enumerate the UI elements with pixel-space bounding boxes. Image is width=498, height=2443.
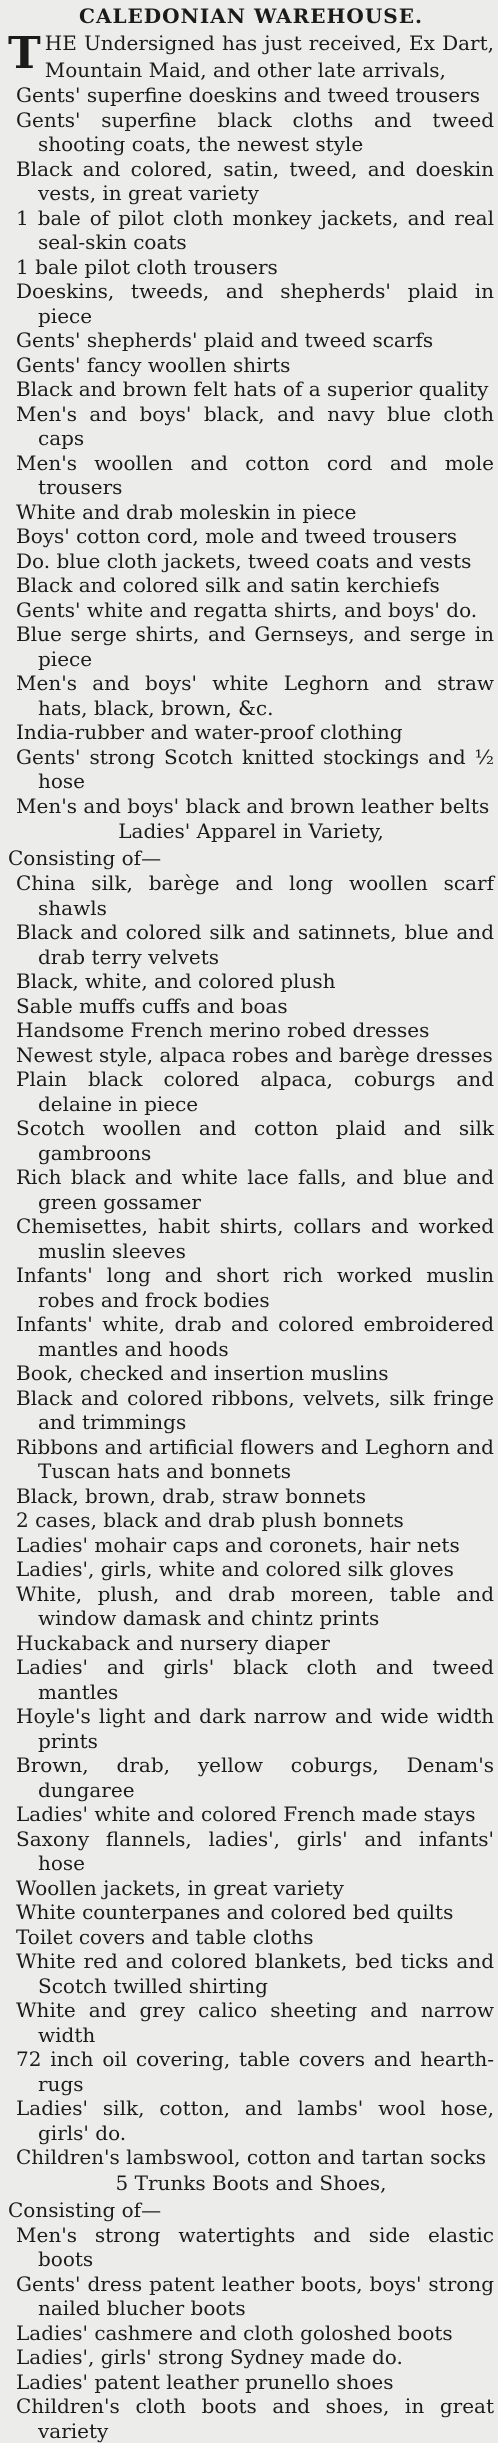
list-item: Do. blue cloth jackets, tweed coats and vests bbox=[8, 549, 494, 574]
list-item: Ribbons and artificial flowers and Leghorn and Tuscan hats and bonnets bbox=[8, 1435, 494, 1484]
drop-cap: T bbox=[8, 32, 41, 76]
list-item: Black, brown, drab, straw bonnets bbox=[8, 1484, 494, 1509]
list-item: Woollen jackets, in great variety bbox=[8, 1876, 494, 1901]
list-item: Men's and boys' black, and navy blue cloth caps bbox=[8, 402, 494, 451]
list-item: Ladies', girls, white and colored silk gloves bbox=[8, 1557, 494, 1582]
list-item: Chemisettes, habit shirts, collars and worked muslin sleeves bbox=[8, 1214, 494, 1263]
list-item: Gents' superfine black cloths and tweed shooting coats, the newest style bbox=[8, 108, 494, 157]
list-item: Boys' cotton cord, mole and tweed trousers bbox=[8, 524, 494, 549]
list-item: Saxony flannels, ladies', girls' and infants' hose bbox=[8, 1827, 494, 1876]
list-item: Infants' long and short rich worked muslin robes and frock bodies bbox=[8, 1263, 494, 1312]
list-item: Handsome French merino robed dresses bbox=[8, 1018, 494, 1043]
list-item: Ladies', girls' strong Sydney made do. bbox=[8, 2345, 494, 2370]
list-item: Book, checked and insertion muslins bbox=[8, 1361, 494, 1386]
list-item: Infants' white, drab and colored embroidered mantles and hoods bbox=[8, 1312, 494, 1361]
list-item: Rich black and white lace falls, and blue and green gossamer bbox=[8, 1165, 494, 1214]
list-item: China silk, barège and long woollen scarf shawls bbox=[8, 871, 494, 920]
list-item: Black and colored silk and satinnets, blue and drab terry velvets bbox=[8, 920, 494, 969]
list-item: Plain black colored alpaca, coburgs and delaine in piece bbox=[8, 1067, 494, 1116]
list-item: Sable muffs cuffs and boas bbox=[8, 994, 494, 1019]
list-item: India-rubber and water-proof clothing bbox=[8, 720, 494, 745]
list-item: Ladies' cashmere and cloth goloshed boots bbox=[8, 2321, 494, 2346]
list-item: Ladies' and girls' black cloth and tweed mantles bbox=[8, 1655, 494, 1704]
ladies-apparel-list bbox=[8, 871, 494, 2170]
list-item: Men's strong watertights and side elastic boots bbox=[8, 2223, 494, 2272]
list-item: Black and colored ribbons, velvets, silk fringe and trimmings bbox=[8, 1386, 494, 1435]
list-item: Gents' white and regatta shirts, and boys' do. bbox=[8, 598, 494, 623]
list-item: Newest style, alpaca robes and barège dresses bbox=[8, 1043, 494, 1068]
list-item: Black and colored, satin, tweed, and doeskin vests, in great variety bbox=[8, 157, 494, 206]
list-item: 1 bale pilot cloth trousers bbox=[8, 255, 494, 280]
list-item: White, plush, and drab moreen, table and window damask and chintz prints bbox=[8, 1582, 494, 1631]
ladies-consisting-label: Consisting of— bbox=[8, 845, 494, 871]
list-item: Gents' shepherds' plaid and tweed scarfs bbox=[8, 328, 494, 353]
list-item: White and drab moleskin in piece bbox=[8, 500, 494, 525]
list-item: White and grey calico sheeting and narrow width bbox=[8, 1998, 494, 2047]
list-item: Men's and boys' white Leghorn and straw hats, black, brown, &c. bbox=[8, 671, 494, 720]
boots-shoes-heading: 5 Trunks Boots and Shoes, bbox=[8, 2170, 494, 2197]
list-item: Brown, drab, yellow coburgs, Denam's dungaree bbox=[8, 1753, 494, 1802]
boots-shoes-list bbox=[8, 2223, 494, 2443]
ad-title: CALEDONIAN WAREHOUSE. bbox=[8, 2, 494, 30]
list-item: Doeskins, tweeds, and shepherds' plaid in piece bbox=[8, 279, 494, 328]
list-item: Toilet covers and table cloths bbox=[8, 1925, 494, 1950]
list-item: White counterpanes and colored bed quilts bbox=[8, 1900, 494, 1925]
list-item: Gents' strong Scotch knitted stockings and ½ hose bbox=[8, 745, 494, 794]
list-item: 2 cases, black and drab plush bonnets bbox=[8, 1508, 494, 1533]
boots-consisting-label: Consisting of— bbox=[8, 2197, 494, 2223]
list-item: Huckaback and nursery diaper bbox=[8, 1631, 494, 1656]
intro-text: HE Undersigned has just received, Ex Dart, Mountain Maid, and other late arrivals, bbox=[45, 31, 494, 82]
list-item: Hoyle's light and dark narrow and wide width prints bbox=[8, 1704, 494, 1753]
list-item: Ladies' patent leather prunello shoes bbox=[8, 2370, 494, 2395]
list-item: Scotch woollen and cotton plaid and silk gambroons bbox=[8, 1116, 494, 1165]
list-item: Black, white, and colored plush bbox=[8, 969, 494, 994]
list-item: Ladies' mohair caps and coronets, hair nets bbox=[8, 1533, 494, 1558]
menswear-list bbox=[8, 83, 494, 818]
list-item: Black and brown felt hats of a superior quality bbox=[8, 377, 494, 402]
intro-paragraph bbox=[8, 30, 494, 83]
list-item: Men's and boys' black and brown leather belts bbox=[8, 794, 494, 819]
list-item: Gents' dress patent leather boots, boys' strong nailed blucher boots bbox=[8, 2272, 494, 2321]
list-item: Ladies' silk, cotton, and lambs' wool hose, girls' do. bbox=[8, 2096, 494, 2145]
list-item: Blue serge shirts, and Gernseys, and serge in piece bbox=[8, 622, 494, 671]
list-item: Gents' superfine doeskins and tweed trousers bbox=[8, 83, 494, 108]
list-item: Men's woollen and cotton cord and mole trousers bbox=[8, 451, 494, 500]
list-item: Black and colored silk and satin kerchiefs bbox=[8, 573, 494, 598]
list-item: Ladies' white and colored French made stays bbox=[8, 1802, 494, 1827]
list-item: 1 bale of pilot cloth monkey jackets, and real seal-skin coats bbox=[8, 206, 494, 255]
list-item: White red and colored blankets, bed ticks and Scotch twilled shirting bbox=[8, 1949, 494, 1998]
list-item: Children's lambswool, cotton and tartan socks bbox=[8, 2145, 494, 2170]
list-item: Children's cloth boots and shoes, in great variety bbox=[8, 2394, 494, 2443]
ladies-apparel-heading: Ladies' Apparel in Variety, bbox=[8, 818, 494, 845]
list-item: Gents' fancy woollen shirts bbox=[8, 353, 494, 378]
list-item: 72 inch oil covering, table covers and hearth-rugs bbox=[8, 2047, 494, 2096]
